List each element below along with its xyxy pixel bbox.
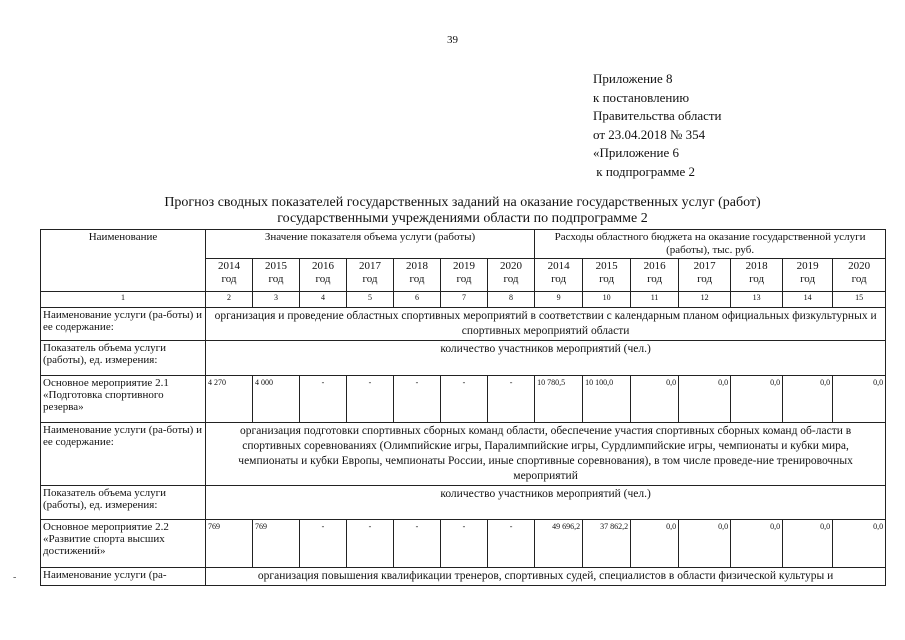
year-cell: 2018 год	[394, 259, 441, 292]
table-row	[41, 568, 886, 586]
appendix-line: от 23.04.2018 № 354	[593, 126, 706, 142]
column-number: 13	[731, 292, 783, 308]
value-cell: 0,0	[833, 376, 886, 423]
column-number: 1	[41, 292, 206, 308]
value-cell: 0,0	[731, 376, 783, 423]
column-number: 3	[253, 292, 300, 308]
appendix-header	[593, 70, 722, 181]
value-cell: -	[347, 520, 394, 568]
column-number: 15	[833, 292, 886, 308]
column-number: 6	[394, 292, 441, 308]
value-cell: -	[394, 376, 441, 423]
page-number: 39	[447, 34, 458, 46]
year-cell: 2017 год	[347, 259, 394, 292]
header-expense: Расходы областного бюджета на оказание государственной услуги (работы), тыс. руб.	[535, 230, 886, 259]
appendix-line: к постановлению	[593, 89, 690, 105]
service-description: организация повышения квалификации тренеров, спортивных судей, специалистов в области физической культуры и	[206, 568, 886, 586]
column-number: 12	[679, 292, 731, 308]
activity-name: Основное мероприятие 2.1 «Подготовка спортивного резерва»	[41, 376, 206, 423]
indicator-label: Показатель объема услуги (работы), ед. измерения:	[41, 341, 206, 376]
column-number: 10	[583, 292, 631, 308]
column-number: 11	[631, 292, 679, 308]
value-cell: 49 696,2	[535, 520, 583, 568]
year-cell: 2014 год	[206, 259, 253, 292]
service-label: Наименование услуги (ра-	[41, 568, 206, 586]
appendix-line: Приложение 8	[593, 71, 673, 86]
value-cell: 0,0	[783, 520, 833, 568]
header-volume: Значение показателя объема услуги (работы)	[206, 230, 535, 259]
indicator-label: Показатель объема услуги (работы), ед. измерения:	[41, 486, 206, 520]
value-cell: 10 780,5	[535, 376, 583, 423]
margin-mark: -	[13, 572, 17, 583]
year-cell: 2020 год	[833, 259, 886, 292]
value-cell: 4 000	[253, 376, 300, 423]
title-line-2: государственными учреждениями области по подпрограмме 2	[277, 211, 648, 226]
indicator-description: количество участников мероприятий (чел.)	[206, 486, 886, 520]
year-cell: 2015 год	[253, 259, 300, 292]
value-cell: 0,0	[679, 376, 731, 423]
value-cell: 769	[253, 520, 300, 568]
year-cell: 2014 год	[535, 259, 583, 292]
table-row	[41, 520, 886, 568]
table-row	[41, 341, 886, 376]
value-cell: -	[441, 376, 488, 423]
value-cell: -	[300, 520, 347, 568]
column-number: 7	[441, 292, 488, 308]
value-cell: 37 862,2	[583, 520, 631, 568]
appendix-line: к подпрограмме 2	[593, 163, 696, 179]
value-cell: 0,0	[631, 520, 679, 568]
service-label: Наименование услуги (ра-боты) и ее содержание:	[41, 308, 206, 341]
column-number: 2	[206, 292, 253, 308]
year-cell: 2020 год	[488, 259, 535, 292]
year-cell: 2016 год	[300, 259, 347, 292]
column-number: 9	[535, 292, 583, 308]
value-cell: 4 270	[206, 376, 253, 423]
value-cell: -	[300, 376, 347, 423]
value-cell: 0,0	[833, 520, 886, 568]
header-name: Наименование	[41, 230, 206, 292]
service-description: организация подготовки спортивных сборных команд области, обеспечение участия спортивных сборных команд об-ласти в спортивных соревнованиях (Олимпийские игры, Паралимпийские игры, Сурдлимпийские игры, чемпионаты и кубки мира, чемпионаты и кубки Европы, чемпионаты России, иные спортивные соревнования), в том числе проведе-ние тренировочных мероприятий	[206, 423, 886, 486]
service-label: Наименование услуги (ра-боты) и ее содержание:	[41, 423, 206, 486]
value-cell: -	[394, 520, 441, 568]
value-cell: 0,0	[783, 376, 833, 423]
year-cell: 2015 год	[583, 259, 631, 292]
column-number-row	[41, 292, 886, 308]
year-cell: 2017 год	[679, 259, 731, 292]
forecast-table	[40, 229, 886, 586]
table-row	[41, 308, 886, 341]
activity-name: Основное мероприятие 2.2 «Развитие спорта высших достижений»	[41, 520, 206, 568]
value-cell: -	[441, 520, 488, 568]
table-row	[41, 486, 886, 520]
year-cell: 2019 год	[441, 259, 488, 292]
service-description: организация и проведение областных спортивных мероприятий в соответствии с календарным планом официальных физкультурных и спортивных мероприятий области	[206, 308, 886, 341]
value-cell: -	[488, 376, 535, 423]
table-row	[41, 423, 886, 486]
column-number: 4	[300, 292, 347, 308]
value-cell: 0,0	[679, 520, 731, 568]
year-cell: 2019 год	[783, 259, 833, 292]
value-cell: 0,0	[731, 520, 783, 568]
column-number: 8	[488, 292, 535, 308]
column-number: 5	[347, 292, 394, 308]
value-cell: 10 100,0	[583, 376, 631, 423]
table-row	[41, 376, 886, 423]
value-cell: -	[488, 520, 535, 568]
value-cell: 769	[206, 520, 253, 568]
value-cell: 0,0	[631, 376, 679, 423]
value-cell: -	[347, 376, 394, 423]
column-number: 14	[783, 292, 833, 308]
indicator-description: количество участников мероприятий (чел.)	[206, 341, 886, 376]
appendix-line: Правительства области	[593, 108, 722, 123]
year-cell: 2016 год	[631, 259, 679, 292]
document-title	[40, 195, 885, 227]
title-line-1: Прогноз сводных показателей государственных заданий на оказание государственных услуг (работ)	[164, 195, 761, 210]
appendix-line: «Приложение 6	[593, 145, 680, 160]
year-cell: 2018 год	[731, 259, 783, 292]
